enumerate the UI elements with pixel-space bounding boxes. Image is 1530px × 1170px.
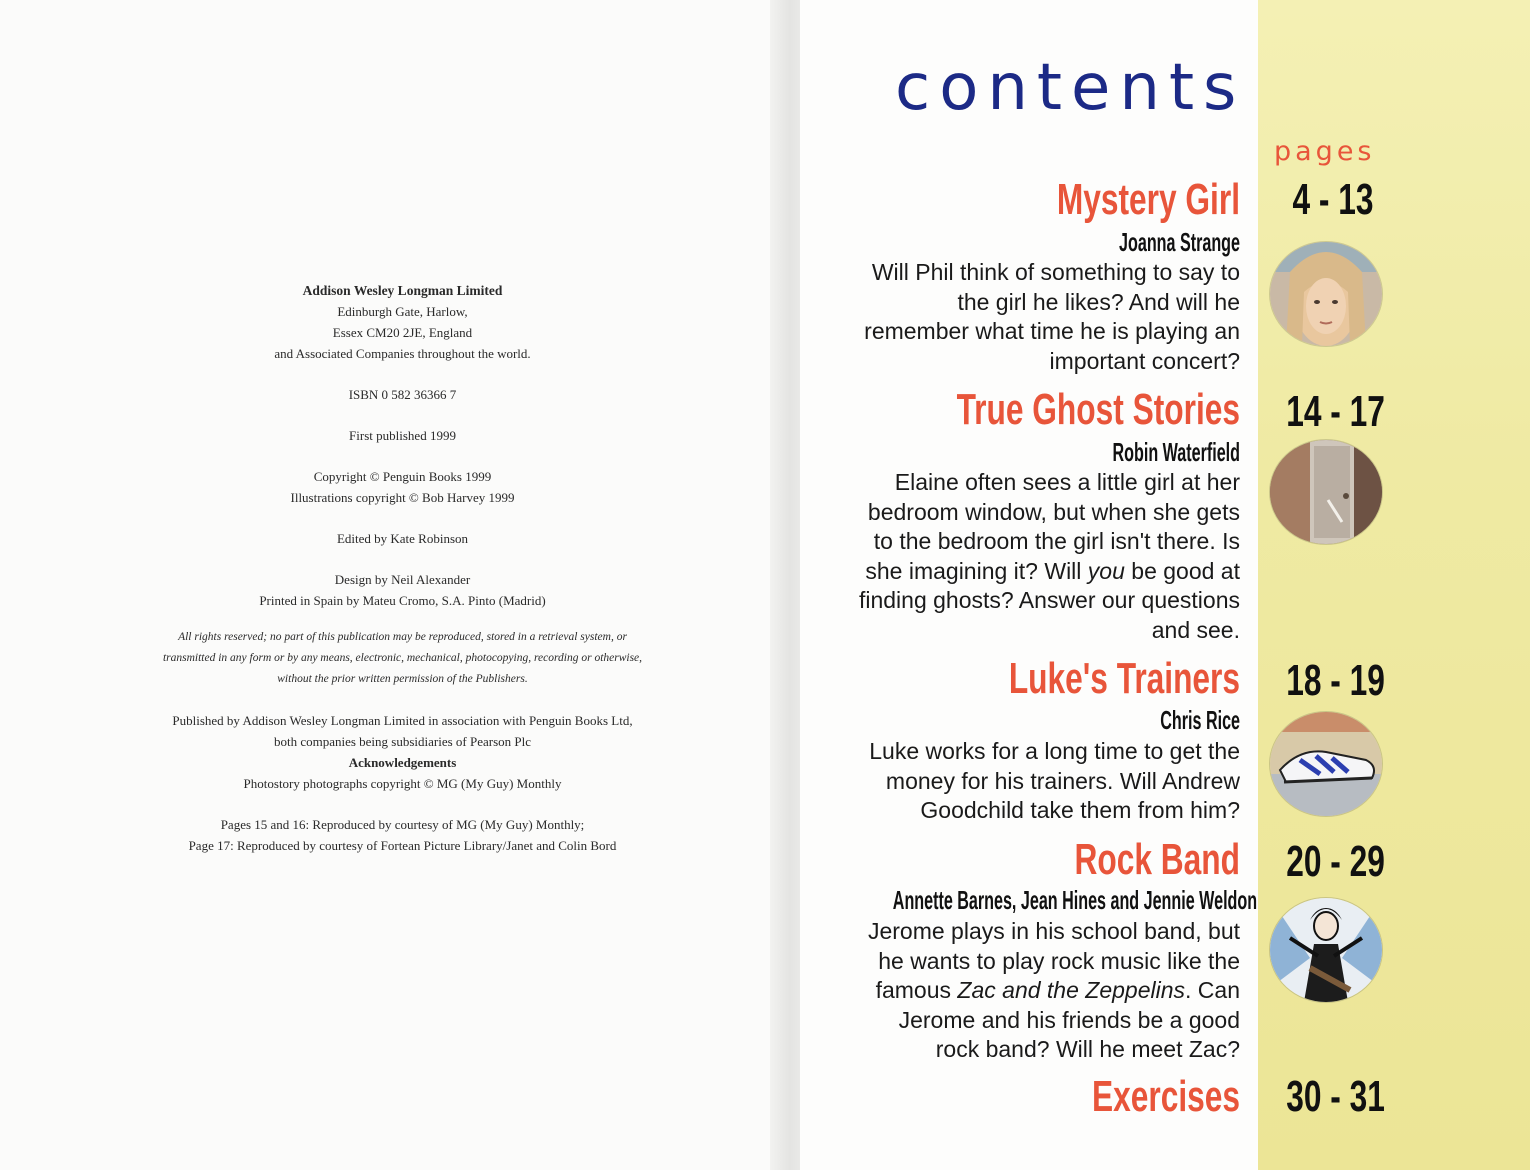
page-range[interactable]: 20 - 29 <box>1286 837 1385 886</box>
edited-by: Edited by Kate Robinson <box>336 531 469 546</box>
rights-line: All rights reserved; no part of this publication may be reproduced, stored in a retrieval system, or <box>178 631 627 643</box>
description-line: Jerome plays in his school band, but <box>867 918 1240 944</box>
pages-label: pages <box>1274 136 1376 167</box>
story-title-lukes-trainers[interactable]: Luke's Trainers <box>1008 654 1240 703</box>
first-published: First published 1999 <box>349 428 456 443</box>
credit-line: Page 17: Reproduced by courtesy of Fortean Picture Library/Janet and Colin Bord <box>188 838 617 853</box>
story-description <box>820 258 1240 376</box>
copyright: Copyright © Penguin Books 1999 <box>313 469 492 484</box>
address-line: and Associated Companies throughout the world. <box>274 346 531 361</box>
description-line: finding ghosts? Answer our questions <box>858 587 1240 613</box>
story-description <box>820 737 1240 826</box>
page-range[interactable]: 18 - 19 <box>1286 656 1385 705</box>
description-line: Luke works for a long time to get the <box>869 738 1240 764</box>
publisher-name: Addison Wesley Longman Limited <box>302 283 503 298</box>
description-emphasis: you <box>1087 557 1125 584</box>
description-text: famous <box>875 977 958 1003</box>
acknowledgements-heading: Acknowledgements <box>348 755 457 770</box>
description-line: rock band? Will he meet Zac? <box>935 1036 1240 1062</box>
imprint-block <box>130 280 675 856</box>
description-text: she imagining it? Will <box>865 557 1088 584</box>
description-text: . Can <box>1185 977 1240 1003</box>
rights-line: transmitted in any form or by any means, electronic, mechanical, photocopying, recording or otherwise, <box>162 652 643 664</box>
story-author: Joanna Strange <box>1119 227 1240 257</box>
story-author: Annette Barnes, Jean Hines and Jennie Weldon <box>892 885 1258 915</box>
description-line: to the bedroom the girl isn't there. Is <box>873 528 1240 554</box>
isbn: ISBN 0 582 36366 7 <box>348 387 457 402</box>
description-emphasis: Zac and the Zeppelins <box>957 977 1186 1003</box>
trainer-drawing-icon <box>1270 712 1382 816</box>
description-line: bedroom window, but when she gets <box>867 498 1240 525</box>
published-by-line: both companies being subsidiaries of Pearson Plc <box>273 734 532 749</box>
description-line: Jerome and his friends be a good <box>898 1006 1240 1033</box>
illustrations-copyright: Illustrations copyright © Bob Harvey 1999 <box>290 490 515 505</box>
story-author: Chris Rice <box>1160 705 1240 735</box>
description-line: money for his trainers. Will Andrew <box>885 767 1240 794</box>
trainer-drawing-icon <box>1270 712 1382 816</box>
description-text: be good at <box>1124 557 1240 584</box>
page-range[interactable]: 4 - 13 <box>1292 175 1374 224</box>
description-line: he wants to play rock music like the <box>878 947 1240 974</box>
door-photo-icon <box>1270 440 1382 544</box>
address-line: Essex CM20 2JE, England <box>332 325 473 340</box>
description-line: the girl he likes? And will he <box>957 288 1240 315</box>
page-range[interactable]: 30 - 31 <box>1286 1072 1385 1121</box>
story-author: Robin Waterfield <box>1112 437 1240 467</box>
description-line: Elaine often sees a little girl at her <box>894 469 1240 495</box>
description-line: remember what time he is playing an <box>864 318 1240 344</box>
published-by-line: Published by Addison Wesley Longman Limited in association with Penguin Books Ltd, <box>172 713 633 728</box>
description-line: Will Phil think of something to say to <box>871 259 1240 285</box>
acknowledgements-text: Photostory photographs copyright © MG (My Guy) Monthly <box>243 776 562 791</box>
rights-line: without the prior written permission of the Publishers. <box>277 673 528 685</box>
description-line: and see. <box>1151 616 1240 643</box>
page-range[interactable]: 14 - 17 <box>1286 387 1385 436</box>
story-title-rock-band[interactable]: Rock Band <box>1074 835 1240 884</box>
description-line <box>820 557 1240 587</box>
story-title-exercises[interactable]: Exercises <box>1092 1072 1240 1121</box>
guitarist-drawing-icon <box>1270 898 1382 1002</box>
design-by: Design by Neil Alexander <box>334 572 471 587</box>
description-line: important concert? <box>1049 347 1240 374</box>
description-line <box>820 976 1240 1006</box>
portrait-photo-icon <box>1270 242 1382 346</box>
description-line: Goodchild take them from him? <box>920 797 1240 823</box>
story-description <box>820 468 1240 645</box>
story-title-true-ghost-stories[interactable]: True Ghost Stories <box>956 385 1240 434</box>
door-photo-icon <box>1270 440 1382 544</box>
contents-title: contents <box>895 51 1246 125</box>
guitarist-drawing-icon <box>1270 898 1382 1002</box>
credit-line: Pages 15 and 16: Reproduced by courtesy of MG (My Guy) Monthly; <box>220 817 585 832</box>
portrait-photo-icon <box>1270 242 1382 346</box>
address-line: Edinburgh Gate, Harlow, <box>337 304 468 319</box>
printed-in: Printed in Spain by Mateu Cromo, S.A. Pinto (Madrid) <box>259 593 546 608</box>
story-title-mystery-girl[interactable]: Mystery Girl <box>1056 175 1240 224</box>
story-description <box>820 917 1240 1065</box>
